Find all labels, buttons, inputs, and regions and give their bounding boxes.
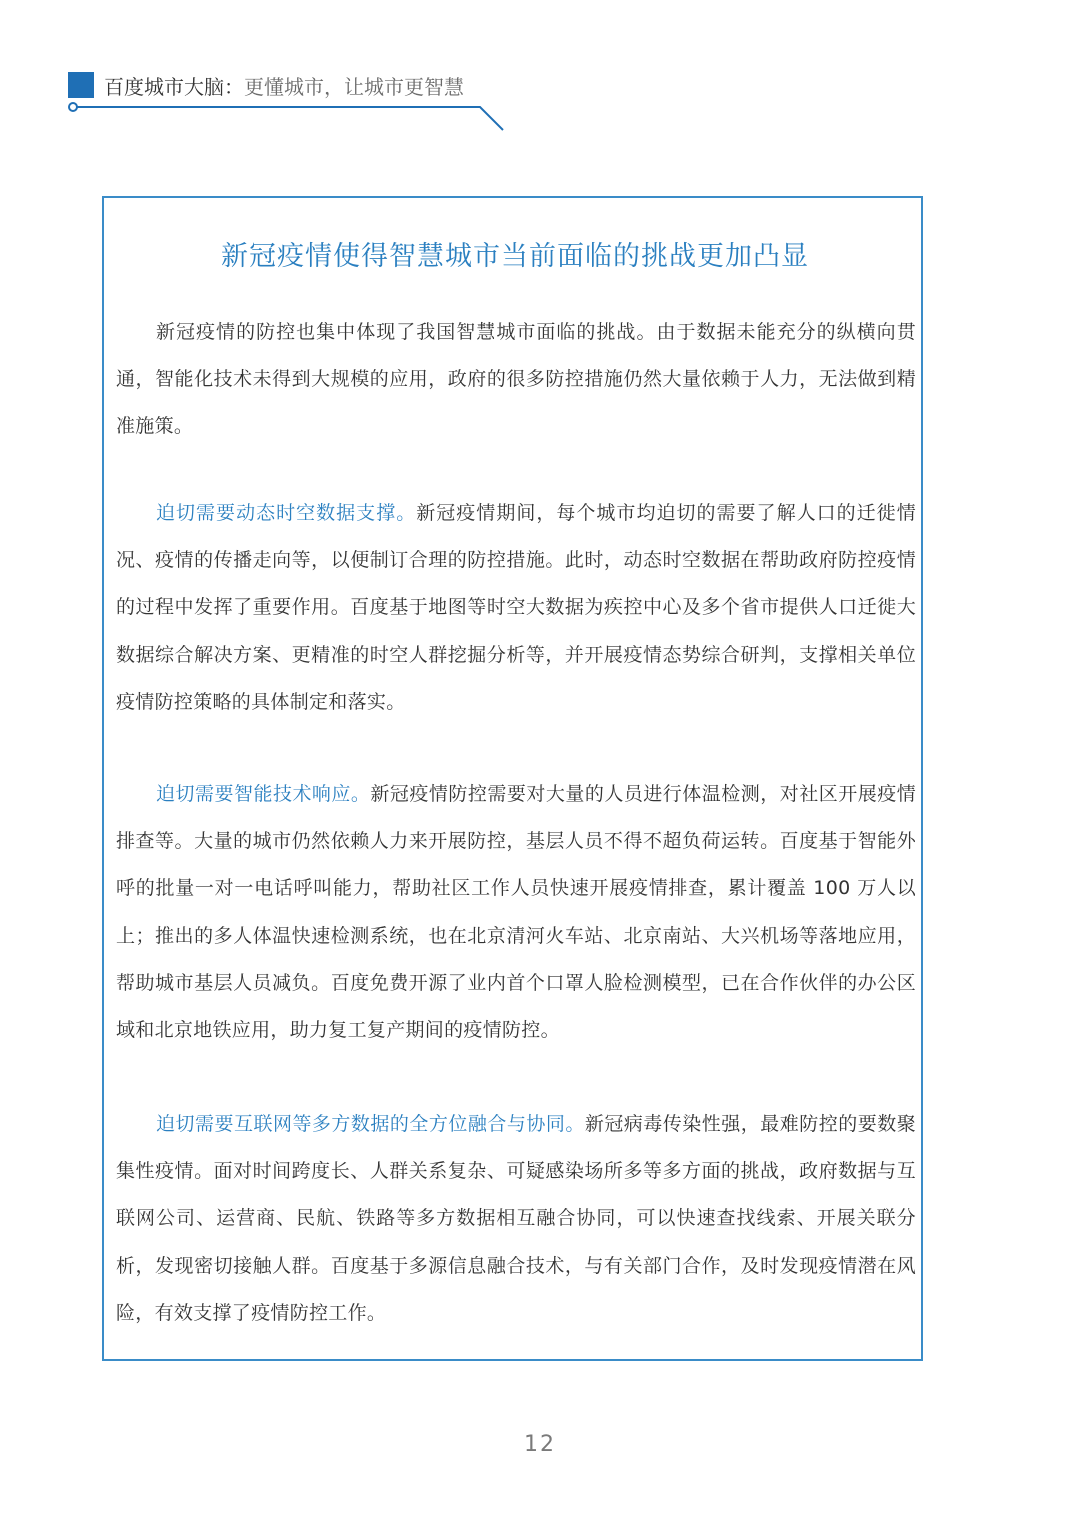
page-number: 12 — [524, 1432, 556, 1457]
header-square-icon — [68, 72, 94, 98]
paragraph-data-fusion — [116, 1101, 916, 1337]
paragraph-intelligent-tech — [116, 771, 916, 1054]
paragraph-lead: 迫切需要智能技术响应。 — [156, 783, 371, 805]
paragraph-lead: 迫切需要动态时空数据支撑。 — [156, 502, 417, 524]
box-title: 新冠疫情使得智慧城市当前面临的挑战更加凸显 — [221, 241, 809, 272]
header-title-light: 更懂城市，让城市更智慧 — [244, 75, 464, 99]
paragraph-intro — [116, 309, 916, 451]
header-line-icon — [0, 96, 520, 140]
paragraph-text: 新冠疫情的防控也集中体现了我国智慧城市面临的挑战。由于数据未能充分的纵横向贯通，智能化技术未得到大规模的应用，政府的很多防控措施仍然大量依赖于人力，无法做到精准施策。 — [116, 321, 916, 438]
paragraph-text: 新冠病毒传染性强，最难防控的要数聚集性疫情。面对时间跨度长、人群关系复杂、可疑感染场所多等多方面的挑战，政府数据与互联网公司、运营商、民航、铁路等多方数据相互融合协同，可以快速查找线索、开展关联分析，发现密切接触人群。百度基于多源信息融合技术，与有关部门合作，及时发现疫情潜在风险，有效支撑了疫情防控工作。 — [116, 1113, 916, 1324]
page-header — [0, 0, 1080, 140]
paragraph-spatiotemporal-data — [116, 490, 916, 726]
paragraph-lead: 迫切需要互联网等多方数据的全方位融合与协同。 — [156, 1113, 585, 1135]
paragraph-text: 新冠疫情防控需要对大量的人员进行体温检测，对社区开展疫情排查等。大量的城市仍然依赖人力来开展防控，基层人员不得不超负荷运转。百度基于智能外呼的批量一对一电话呼叫能力，帮助社区工作人员快速开展疫情排查，累计覆盖 100 万人以上；推出的多人体温快速检测系统，也在北京清河火车站、北京南站、大兴机场等落地应用，帮助城市基层人员减负。百度免费开源了业内首个口罩人脸检测模型，已在合作伙伴的办公区域和北京地铁应用，助力复工复产期间的疫情防控。 — [116, 783, 916, 1042]
paragraph-text: 新冠疫情期间，每个城市均迫切的需要了解人口的迁徙情况、疫情的传播走向等，以便制订合理的防控措施。此时，动态时空数据在帮助政府防控疫情的过程中发挥了重要作用。百度基于地图等时空大数据为疾控中心及多个省市提供人口迁徙大数据综合解决方案、更精准的时空人群挖掘分析等，并开展疫情态势综合研判，支撑相关单位疫情防控策略的具体制定和落实。 — [116, 502, 916, 713]
header-title-strong: 百度城市大脑： — [104, 75, 244, 99]
